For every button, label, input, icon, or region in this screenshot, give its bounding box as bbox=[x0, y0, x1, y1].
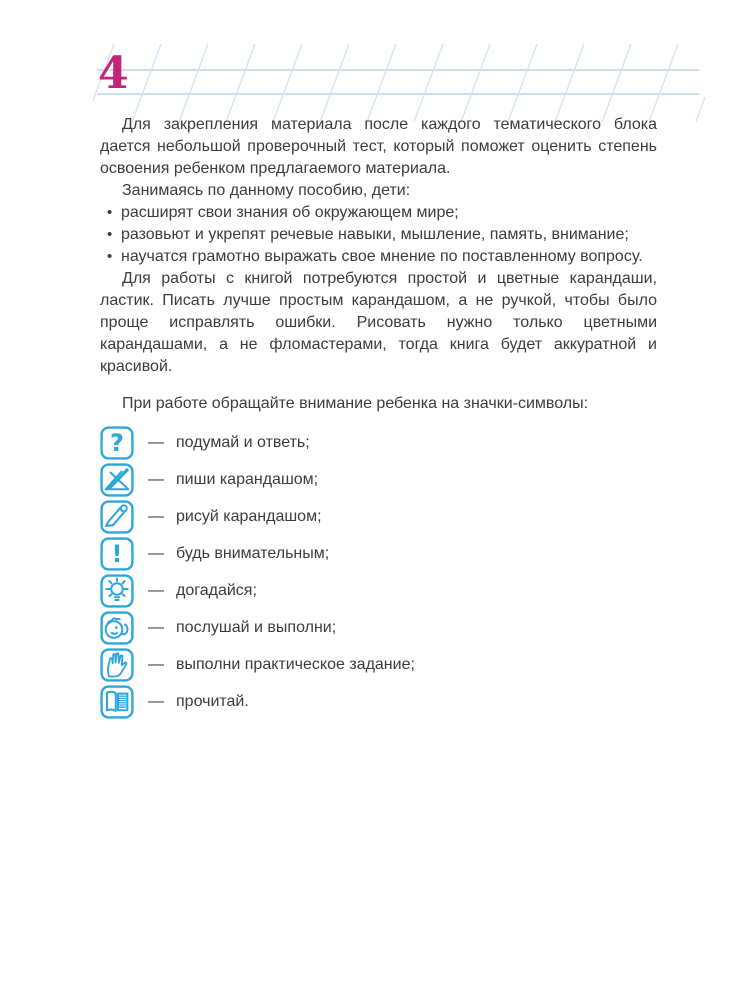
bullet-item: • научатся грамотно выражать свое мнение по поставленному вопросу. bbox=[100, 246, 657, 268]
paragraph-intro: Для закрепления материала после каждого тематического блока дается небольшой проверочный тест, который поможет оценить степень освоения ребенком предлагаемого материала. bbox=[100, 116, 657, 177]
bulb-icon bbox=[100, 574, 134, 608]
symbol-dash: — bbox=[148, 618, 164, 636]
pencil-icon bbox=[100, 500, 134, 534]
symbol-label: выполни практическое задание; bbox=[176, 655, 415, 673]
paragraph-lead: Занимаясь по данному пособию, дети: bbox=[122, 182, 411, 199]
hand-icon bbox=[100, 648, 134, 682]
header-ruled-grid bbox=[93, 44, 705, 122]
symbol-row bbox=[100, 572, 657, 609]
symbol-label: пиши карандашом; bbox=[176, 470, 319, 488]
symbol-row bbox=[100, 646, 657, 683]
bullet-item: • расширят свои знания об окружающем мире; bbox=[100, 202, 657, 224]
question-icon bbox=[100, 426, 134, 460]
symbols-intro: При работе обращайте внимание ребенка на значки-символы: bbox=[122, 395, 589, 412]
page-number: 4 bbox=[98, 48, 129, 99]
writing-pencil-icon bbox=[100, 463, 134, 497]
symbol-dash: — bbox=[148, 692, 164, 710]
listen-face-icon bbox=[100, 611, 134, 645]
symbol-dash: — bbox=[148, 507, 164, 525]
svg-text:!: ! bbox=[111, 539, 123, 568]
symbol-dash: — bbox=[148, 433, 164, 451]
symbol-dash: — bbox=[148, 544, 164, 562]
symbol-row bbox=[100, 424, 657, 461]
paragraph-materials: Для работы с книгой потребуются простой и цветные карандаши, ластик. Писать лучше простым карандашом, а не ручкой, чтобы было проще исправлять ошибки. Рисовать нужно только цветными карандашами, а не фломастерами, тогда книга будет аккуратной и красивой. bbox=[100, 270, 657, 375]
symbol-row bbox=[100, 498, 657, 535]
symbol-label: послушай и выполни; bbox=[176, 618, 337, 636]
symbol-row bbox=[100, 609, 657, 646]
symbol-label: прочитай. bbox=[176, 692, 249, 710]
exclamation-icon bbox=[100, 537, 134, 571]
symbol-row bbox=[100, 535, 657, 572]
symbol-dash: — bbox=[148, 470, 164, 488]
symbol-label: догадайся; bbox=[176, 581, 257, 599]
open-book-icon bbox=[100, 685, 134, 719]
symbol-dash: — bbox=[148, 581, 164, 599]
bullet-item: • разовьют и укрепят речевые навыки, мышление, память, внимание; bbox=[100, 224, 657, 246]
symbol-row bbox=[100, 461, 657, 498]
svg-text:?: ? bbox=[110, 428, 124, 457]
symbol-label: подумай и ответь; bbox=[176, 433, 310, 451]
symbol-label: рисуй карандашом; bbox=[176, 507, 322, 525]
page-content bbox=[100, 114, 657, 720]
benefits-bullet-list bbox=[100, 202, 657, 268]
symbol-row bbox=[100, 683, 657, 720]
symbol-dash: — bbox=[148, 655, 164, 673]
symbol-label: будь внимательным; bbox=[176, 544, 330, 562]
ruled-grid-graphic bbox=[93, 44, 705, 122]
symbols-legend bbox=[100, 424, 657, 720]
